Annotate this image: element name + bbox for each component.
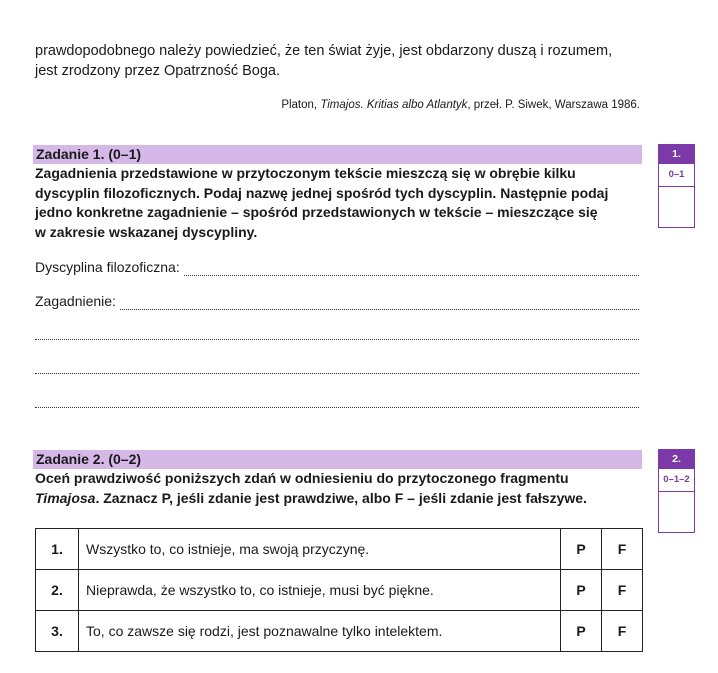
task-2-score-field[interactable]: [659, 492, 694, 532]
statement-text: Wszystko to, co istnieje, ma swoją przyczynę.: [79, 529, 561, 570]
statement-number: 3.: [36, 611, 79, 652]
task-1-score-box: [658, 144, 695, 228]
statement-number: 1.: [36, 529, 79, 570]
task-2-score-number: 2.: [659, 450, 694, 469]
true-option[interactable]: P: [561, 611, 602, 652]
task-1-header: Zadanie 1. (0–1): [33, 145, 642, 164]
statement-text: Nieprawda, że wszystko to, co istnieje, musi być piękne.: [79, 570, 561, 611]
task-1-score-range: 0–1: [659, 164, 694, 187]
answer-line-3[interactable]: [35, 327, 639, 340]
discipline-dotted-line[interactable]: [184, 263, 639, 276]
task-2-header: Zadanie 2. (0–2): [33, 450, 642, 469]
true-option[interactable]: P: [561, 529, 602, 570]
intro-line-1: prawdopodobnego należy powiedzieć, że ten świat żyje, jest obdarzony duszą i rozumem,: [35, 43, 613, 59]
table-row: [36, 570, 643, 611]
false-option[interactable]: F: [602, 570, 643, 611]
task-1-score-number: 1.: [659, 145, 694, 164]
discipline-label: Dyscyplina filozoficzna:: [35, 259, 180, 275]
answer-dotted-line[interactable]: [35, 361, 639, 374]
false-option[interactable]: F: [602, 529, 643, 570]
table-row: [36, 611, 643, 652]
intro-line-2: jest zrodzony przez Opatrzność Boga.: [35, 63, 281, 79]
task-1-line-3: jedno konkretne zagadnienie – spośród przedstawionych w tekście – mieszczące się: [35, 204, 598, 220]
task-2-line-2: [35, 489, 643, 509]
intro-text: [35, 41, 645, 81]
task-1-line-4: w zakresie wskazanej dyscypliny.: [35, 223, 258, 240]
true-option[interactable]: P: [561, 570, 602, 611]
statement-number: 2.: [36, 570, 79, 611]
task-1-line-1: Zagadnienia przedstawione w przytoczonym tekście mieszczą się w obrębie kilku: [35, 165, 576, 181]
source-citation: [281, 99, 640, 111]
source-rest: , przeł. P. Siwek, Warszawa 1986.: [467, 99, 640, 111]
answer-dotted-line[interactable]: [35, 395, 639, 408]
task-2-instructions: [35, 469, 643, 508]
task-2-line-1: Oceń prawdziwość poniższych zdań w odniesieniu do przytoczonego fragmentu: [35, 470, 569, 486]
answer-dotted-line[interactable]: [35, 327, 639, 340]
task-2-line-2-rest: . Zaznacz P, jeśli zdanie jest prawdziwe, albo F – jeśli zdanie jest fałszywe.: [95, 489, 587, 506]
task-2-work-title: Timajosa: [35, 489, 96, 506]
source-title: Timajos. Kritias albo Atlantyk: [320, 99, 468, 111]
issue-label: Zagadnienie:: [35, 293, 116, 309]
false-option[interactable]: F: [602, 611, 643, 652]
issue-dotted-line[interactable]: [120, 297, 639, 310]
answer-line-5[interactable]: [35, 395, 639, 408]
task-1-instructions: [35, 164, 643, 242]
task-2-score-box: [658, 449, 695, 533]
answer-line-4[interactable]: [35, 361, 639, 374]
discipline-answer-line[interactable]: [35, 258, 639, 276]
statement-text: To, co zawsze się rodzi, jest poznawalne tylko intelektem.: [79, 611, 561, 652]
task-1-line-2: dyscyplin filozoficznych. Podaj nazwę jednej spośród tych dyscyplin. Następnie podaj: [35, 184, 609, 201]
task-2-score-range: 0–1–2: [659, 469, 694, 492]
task-1-score-field[interactable]: [659, 187, 694, 227]
source-author: Platon,: [281, 99, 321, 111]
issue-answer-line[interactable]: [35, 292, 639, 310]
table-row: [36, 529, 643, 570]
true-false-table: [35, 528, 643, 652]
